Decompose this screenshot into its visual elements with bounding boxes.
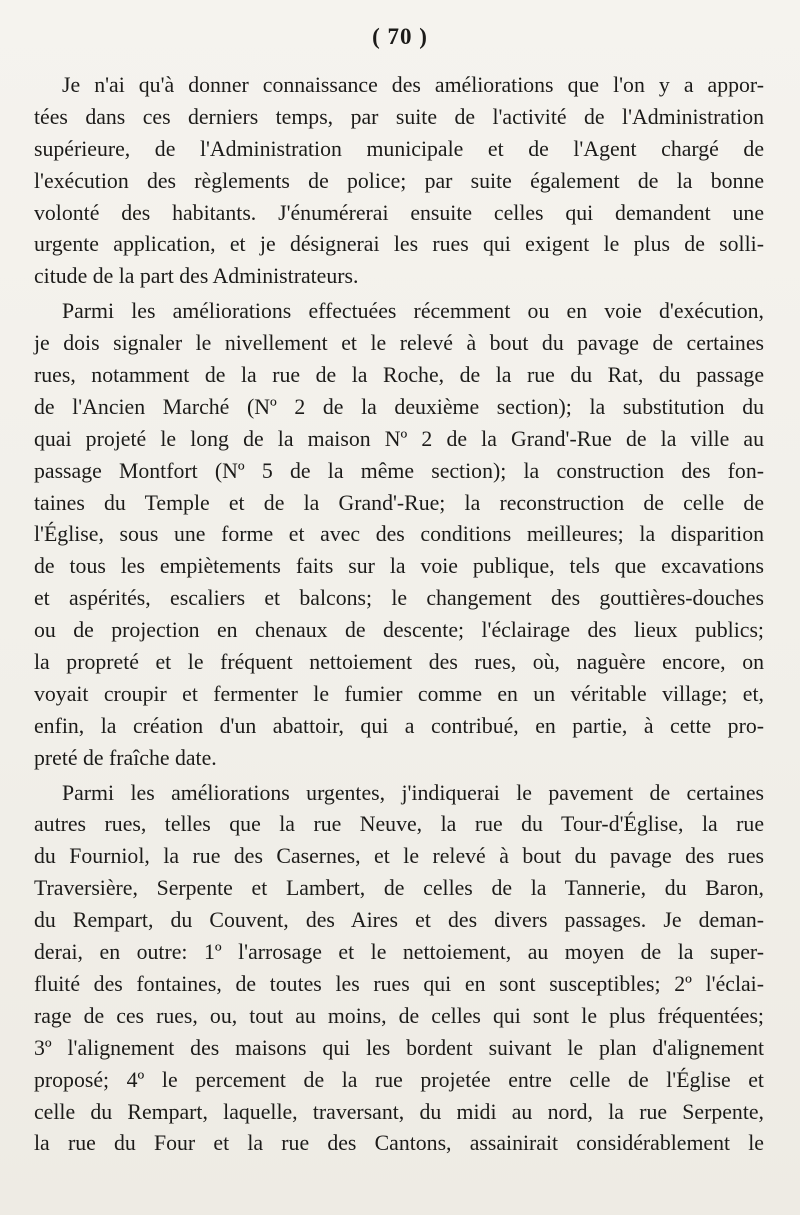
text-line: rage de ces rues, ou, tout au moins, de celles qui sont le plus fréquentées;: [34, 1003, 764, 1028]
paragraph: [34, 778, 764, 1161]
text-line: preté de fraîche date.: [34, 745, 217, 770]
text-line: la propreté et le fréquent nettoiement des rues, où, naguère encore, on: [34, 650, 764, 675]
text-line: derai, en outre: 1º l'arrosage et le nettoiement, au moyen de la super-: [34, 940, 764, 965]
text-line: et aspérités, escaliers et balcons; le changement des gouttières-douches: [34, 586, 764, 611]
text-line: Je n'ai qu'à donner connaissance des améliorations que l'on y a appor-: [62, 73, 764, 97]
paragraph: [34, 70, 764, 293]
text-line: fluité des fontaines, de toutes les rues qui en sont susceptibles; 2º l'éclai-: [34, 971, 764, 996]
text-line: du Rempart, du Couvent, des Aires et des divers passages. Je deman-: [34, 908, 764, 933]
text-line: passage Montfort (Nº 5 de la même section); la construction des fon-: [34, 458, 764, 483]
text-line: volonté des habitants. J'énumérerai ensuite celles qui demandent une: [34, 200, 764, 225]
text-line: de l'Ancien Marché (Nº 2 de la deuxième section); la substitution du: [34, 394, 764, 419]
text-line: Parmi les améliorations effectuées récemment ou en voie d'exécution,: [62, 299, 764, 324]
text-line: supérieure, de l'Administration municipale et de l'Agent chargé de: [34, 136, 764, 161]
text-line: l'Église, sous une forme et avec des conditions meilleures; la disparition: [34, 522, 764, 547]
text-line: urgente application, et je désignerai les rues qui exigent le plus de solli-: [34, 232, 764, 257]
text-line: tées dans ces derniers temps, par suite de l'activité de l'Administration: [34, 104, 764, 129]
text-line: rues, notamment de la rue de la Roche, de la rue du Rat, du passage: [34, 363, 764, 388]
body-text: [34, 70, 764, 1163]
text-line: quai projeté le long de la maison Nº 2 de la Grand'-Rue de la ville au: [34, 426, 764, 451]
text-line: proposé; 4º le percement de la rue projetée entre celle de l'Église et: [34, 1067, 764, 1092]
text-line: Parmi les améliorations urgentes, j'indiquerai le pavement de certaines: [62, 780, 764, 805]
page-number: ( 70 ): [372, 24, 428, 49]
text-line: voyait croupir et fermenter le fumier comme en un véritable village; et,: [34, 681, 764, 706]
text-line: celle du Rempart, laquelle, traversant, du midi au nord, la rue Serpente,: [34, 1099, 764, 1124]
text-line: enfin, la création d'un abattoir, qui a contribué, en partie, à cette pro-: [34, 713, 764, 738]
paragraph: [34, 296, 764, 774]
text-line: Traversière, Serpente et Lambert, de celles de la Tannerie, du Baron,: [34, 876, 764, 901]
text-line: la rue du Four et la rue des Cantons, assainirait considérablement le: [34, 1131, 764, 1156]
text-line: l'exécution des règlements de police; par suite également de la bonne: [34, 168, 764, 193]
text-line: citude de la part des Administrateurs.: [34, 264, 359, 289]
text-line: ou de projection en chenaux de descente; l'éclairage des lieux publics;: [34, 618, 764, 643]
text-line: 3º l'alignement des maisons qui les bordent suivant le plan d'alignement: [34, 1035, 764, 1060]
text-line: je dois signaler le nivellement et le relevé à bout du pavage de certaines: [34, 331, 764, 356]
text-line: du Fourniol, la rue des Casernes, et le relevé à bout du pavage des rues: [34, 844, 764, 869]
text-line: autres rues, telles que la rue Neuve, la rue du Tour-d'Église, la rue: [34, 812, 764, 837]
text-line: de tous les empiètements faits sur la voie publique, tels que excavations: [34, 554, 764, 579]
text-line: taines du Temple et de la Grand'-Rue; la reconstruction de celle de: [34, 490, 764, 515]
